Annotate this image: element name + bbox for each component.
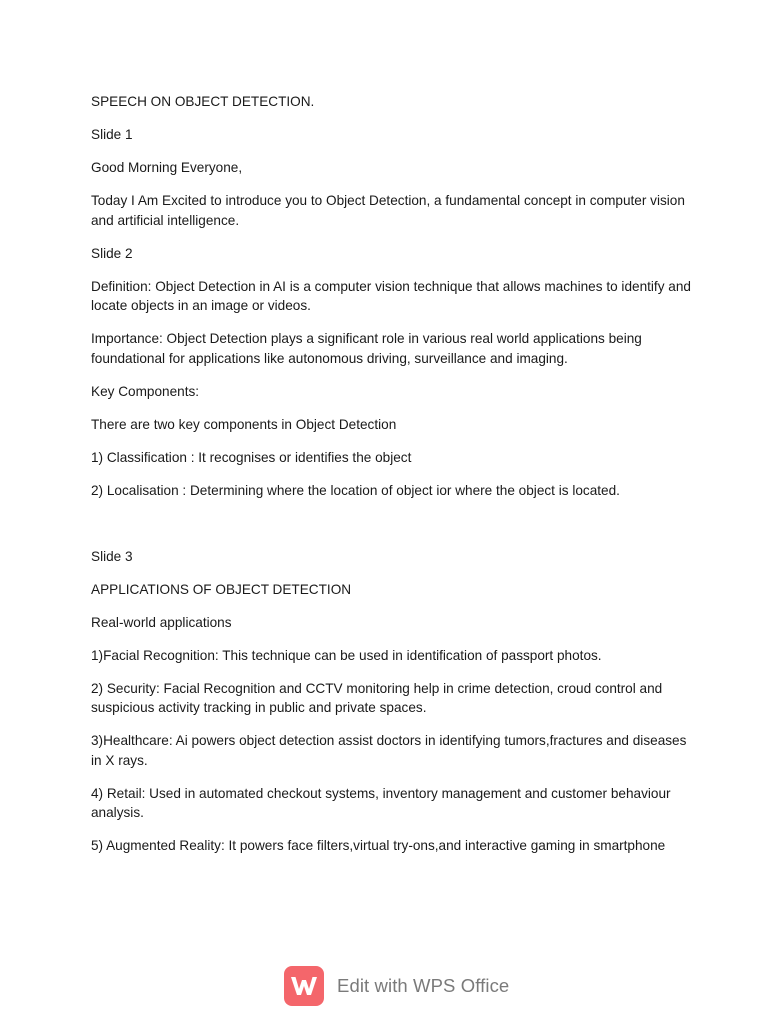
paragraph: Definition: Object Detection in AI is a computer vision technique that allows machines to identify and locate objects in an image or videos.	[91, 278, 691, 313]
paragraph: Key Components:	[91, 383, 200, 399]
list-item: 1)Facial Recognition: This technique can be used in identification of passport photos.	[91, 647, 602, 663]
slide-heading: Slide 2	[91, 245, 133, 261]
list-item: 5) Augmented Reality: It powers face filters,virtual try-ons,and interactive gaming in smartphone	[91, 838, 666, 853]
paragraph: There are two key components in Object Detection	[91, 416, 397, 432]
wps-label: Edit with WPS Office	[337, 975, 510, 996]
slide-heading: Slide 1	[91, 127, 133, 142]
paragraph: Good Morning Everyone,	[91, 160, 243, 175]
list-item: 2) Localisation : Determining where the location of object ior where the object is located.	[91, 482, 620, 498]
document-title: SPEECH ON OBJECT DETECTION.	[91, 94, 315, 109]
paragraph: Real-world applications	[91, 614, 232, 630]
section-heading: APPLICATIONS OF OBJECT DETECTION	[91, 581, 352, 597]
wps-w-glyph	[289, 974, 319, 998]
wps-office-logo-icon	[284, 966, 324, 1006]
list-item: 4) Retail: Used in automated checkout systems, inventory management and customer behaviour analysis.	[91, 785, 671, 820]
blank-line	[91, 514, 691, 547]
document-body	[91, 92, 691, 869]
paragraph: Today I Am Excited to introduce you to Object Detection, a fundamental concept in computer vision and artificial intelligence.	[91, 193, 685, 228]
list-item: 3)Healthcare: Ai powers object detection assist doctors in identifying tumors,fractures and diseases in X rays.	[91, 733, 687, 768]
list-item: 2) Security: Facial Recognition and CCTV monitoring help in crime detection, croud control and suspicious activity tracking in public and private spaces.	[91, 680, 663, 715]
edit-with-wps-button[interactable]	[284, 965, 509, 1007]
paragraph: Importance: Object Detection plays a significant role in various real world applications being foundational for applications like autonomous driving, surveillance and imaging.	[91, 331, 642, 366]
list-item: 1) Classification : It recognises or identifies the object	[91, 449, 412, 465]
slide-heading: Slide 3	[91, 548, 133, 564]
